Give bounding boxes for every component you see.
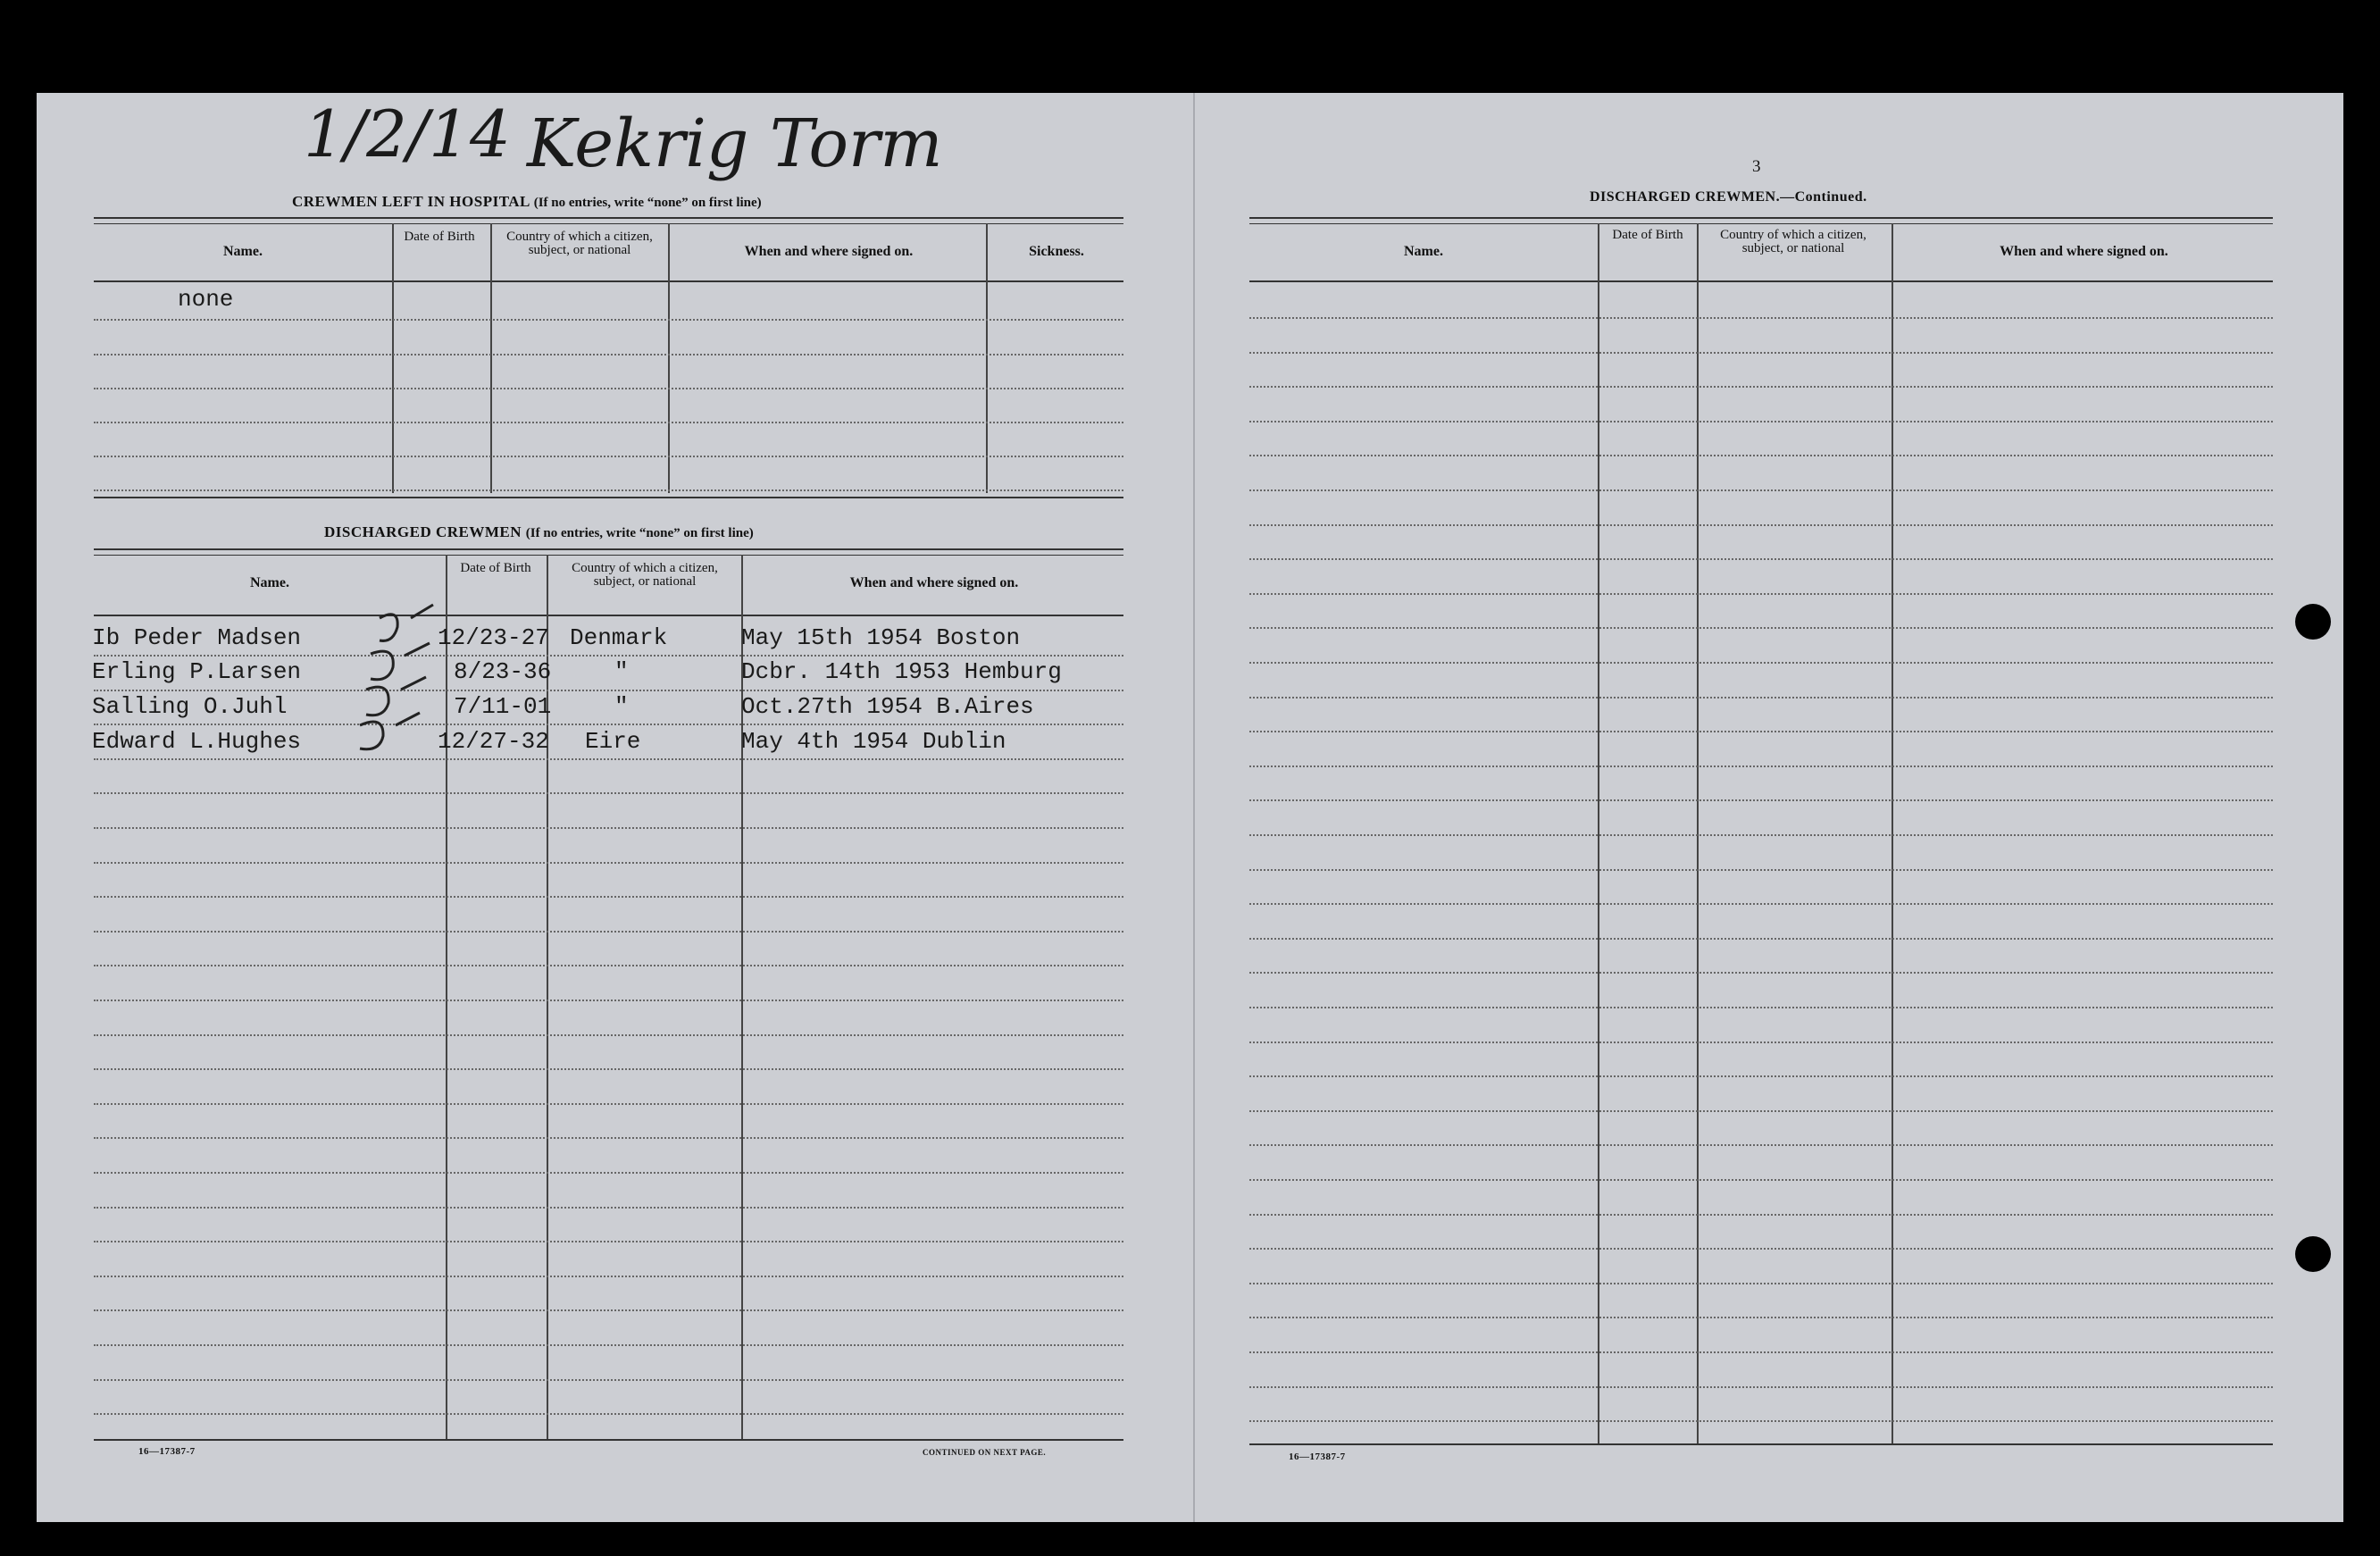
ruled-line <box>1249 1144 2273 1146</box>
hospital-section-title: CREWMEN LEFT IN HOSPITAL (If no entries, write “none” on first line) <box>292 193 762 210</box>
header-name: Name. <box>1404 244 1443 259</box>
header-name: Name. <box>223 244 263 259</box>
ruled-line <box>94 1000 1123 1001</box>
ruled-line <box>94 827 1123 829</box>
crewman-signed-on: Oct.27th 1954 B.Aires <box>741 693 1034 720</box>
ruled-line <box>1249 627 2273 629</box>
ruled-line <box>1249 1075 2273 1077</box>
crewman-name: Edward L.Hughes <box>92 728 302 755</box>
ruled-line <box>1249 938 2273 940</box>
ruled-line <box>1249 1420 2273 1422</box>
handwritten-date: 1/2/14 <box>304 96 511 171</box>
punch-hole <box>2295 1236 2331 1272</box>
header-signed-on: When and where signed on. <box>2000 244 2168 259</box>
ruled-line <box>94 1379 1123 1381</box>
header-country: Country of which a citizen, subject, or national <box>572 561 718 589</box>
ruled-line <box>1249 1214 2273 1216</box>
ruled-line <box>1249 731 2273 732</box>
ruled-line <box>1249 1110 2273 1112</box>
ruled-line <box>1249 317 2273 319</box>
discharged-continued-title: DISCHARGED CREWMEN.—Continued. <box>1590 189 1867 205</box>
crewman-signed-on: May 15th 1954 Boston <box>741 624 1021 651</box>
handwritten-ship-name: Kekrig Torm <box>527 105 943 182</box>
ruled-line <box>94 724 1123 725</box>
crewman-country: Eire <box>585 728 641 755</box>
ruled-line <box>94 792 1123 794</box>
header-sickness: Sickness. <box>1029 244 1084 259</box>
hospital-entry: none <box>178 286 234 313</box>
crewman-name: Ib Peder Madsen <box>92 624 302 651</box>
ruled-line <box>94 1103 1123 1105</box>
ruled-line <box>1249 1283 2273 1284</box>
crewman-dob: 7/11-01 <box>454 693 552 720</box>
crewman-country: Denmark <box>570 624 668 651</box>
right-form-page <box>1194 93 2343 1522</box>
ruled-line <box>1249 558 2273 560</box>
ruled-line <box>1249 386 2273 388</box>
crewman-signed-on: May 4th 1954 Dublin <box>741 728 1006 755</box>
crewman-dob: 8/23-36 <box>454 658 552 685</box>
ruled-line <box>1249 697 2273 699</box>
ruled-line <box>1249 489 2273 491</box>
punch-hole <box>2295 604 2331 640</box>
form-number: 16—17387-7 <box>1289 1451 1346 1462</box>
ruled-line <box>1249 1248 2273 1250</box>
ruled-line <box>1249 421 2273 422</box>
handwritten-marks <box>344 600 451 761</box>
ruled-line <box>94 758 1123 760</box>
ruled-line <box>94 1034 1123 1036</box>
ruled-line <box>94 1207 1123 1209</box>
crewman-country: " <box>614 693 629 720</box>
header-date-of-birth: Date of Birth <box>1612 228 1683 242</box>
ruled-line <box>94 862 1123 864</box>
ruled-line <box>1249 834 2273 836</box>
ruled-line <box>1249 869 2273 871</box>
crewman-country: " <box>614 658 629 685</box>
page-number: 3 <box>1752 157 1761 176</box>
ruled-line <box>94 655 1123 657</box>
ruled-line <box>94 1276 1123 1277</box>
ruled-line <box>94 931 1123 933</box>
ruled-line <box>94 1344 1123 1346</box>
ruled-line <box>1249 1007 2273 1008</box>
header-signed-on: When and where signed on. <box>744 244 914 259</box>
form-number: 16—17387-7 <box>138 1446 196 1457</box>
ruled-line <box>94 1172 1123 1174</box>
header-name: Name. <box>250 575 289 590</box>
page-fold <box>1193 93 1195 1522</box>
ruled-line <box>94 690 1123 691</box>
header-date-of-birth: Date of Birth <box>460 561 531 575</box>
ruled-line <box>1249 352 2273 354</box>
ruled-line <box>1249 1317 2273 1318</box>
ruled-line <box>1249 765 2273 767</box>
header-signed-on: When and where signed on. <box>849 575 1019 590</box>
ruled-line <box>94 965 1123 966</box>
crewman-signed-on: Dcbr. 14th 1953 Hemburg <box>741 658 1062 685</box>
ruled-line <box>1249 593 2273 595</box>
crewman-dob: 12/27-32 <box>438 728 549 755</box>
ruled-line <box>1249 903 2273 905</box>
crewman-name: Erling P.Larsen <box>92 658 302 685</box>
crewman-dob: 12/23-27 <box>438 624 549 651</box>
header-country: Country of which a citizen, subject, or national <box>1720 228 1866 255</box>
ruled-line <box>1249 1042 2273 1043</box>
ruled-line <box>94 1068 1123 1070</box>
ruled-line <box>1249 1179 2273 1181</box>
ruled-line <box>1249 524 2273 526</box>
ruled-line <box>94 1413 1123 1415</box>
ruled-line <box>94 1137 1123 1139</box>
continued-note: CONTINUED ON NEXT PAGE. <box>923 1448 1047 1457</box>
ruled-line <box>1249 455 2273 456</box>
crewman-name: Salling O.Juhl <box>92 693 288 720</box>
ruled-line <box>1249 1351 2273 1353</box>
ruled-line <box>94 1241 1123 1242</box>
header-country: Country of which a citizen, subject, or national <box>506 230 653 257</box>
ruled-line <box>94 896 1123 898</box>
ruled-line <box>1249 799 2273 801</box>
ruled-line <box>1249 972 2273 974</box>
ruled-line <box>94 1309 1123 1311</box>
ruled-line <box>1249 662 2273 664</box>
ruled-line <box>1249 1386 2273 1388</box>
header-date-of-birth: Date of Birth <box>404 230 475 244</box>
discharged-section-title: DISCHARGED CREWMEN (If no entries, write “none” on first line) <box>324 523 754 540</box>
